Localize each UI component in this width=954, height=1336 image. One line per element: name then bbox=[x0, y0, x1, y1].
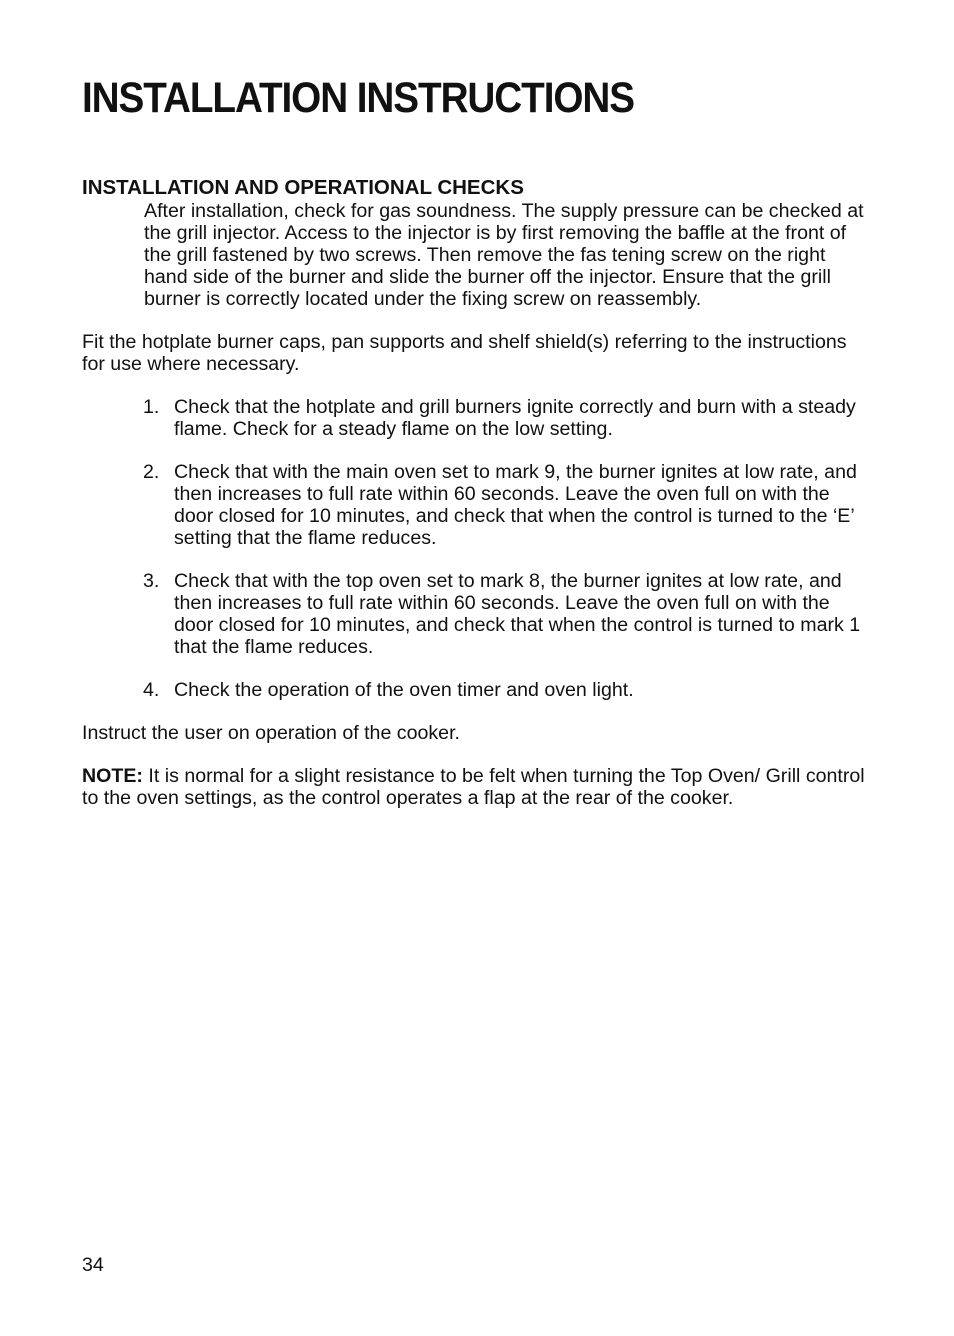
check-number: 4. bbox=[143, 679, 160, 701]
check-text: Check that the hotplate and grill burners ignite correctly and burn with a steady flame. Check for a steady flame on the low setting. bbox=[174, 396, 856, 440]
check-number: 1. bbox=[143, 396, 160, 418]
page-title: INSTALLATION INSTRUCTIONS bbox=[82, 74, 635, 122]
section-intro-paragraph: After installation, check for gas soundness. The supply pressure can be checked at the grill injector. Access to the injector is by first removing the baffle at the front of the grill fastened by two screws. Then remove the fas tening screw on the right hand side of the burner and slide the burner off the injector. Ensure that the grill burner is correctly located under the fixing screw on reassembly. bbox=[144, 200, 864, 310]
check-text: Check the operation of the oven timer and oven light. bbox=[174, 679, 634, 701]
fit-paragraph: Fit the hotplate burner caps, pan supports and shelf shield(s) referring to the instructions for use where necessary. bbox=[82, 331, 847, 375]
check-item bbox=[82, 461, 872, 549]
main-content bbox=[82, 176, 872, 809]
checks-list bbox=[82, 396, 872, 701]
check-number: 3. bbox=[143, 570, 160, 592]
check-item bbox=[82, 570, 872, 658]
check-number: 2. bbox=[143, 461, 160, 483]
check-item bbox=[82, 396, 872, 440]
note-paragraph bbox=[82, 765, 872, 809]
note-label: NOTE: bbox=[82, 765, 143, 787]
instruct-paragraph: Instruct the user on operation of the cooker. bbox=[82, 722, 460, 744]
note-text: It is normal for a slight resistance to be felt when turning the Top Oven/ Grill control to the oven settings, as the control operates a flap at the rear of the cooker. bbox=[82, 765, 865, 809]
check-text: Check that with the top oven set to mark 8, the burner ignites at low rate, and then increases to full rate within 60 seconds. Leave the oven full on with the door closed for 10 minutes, and check that when the control is turned to mark 1 that the flame reduces. bbox=[174, 570, 861, 658]
check-text: Check that with the main oven set to mark 9, the burner ignites at low rate, and then increases to full rate within 60 seconds. Leave the oven full on with the door closed for 10 minutes, and check that when the control is turned to the ‘E’ setting that the flame reduces. bbox=[174, 461, 857, 549]
check-item bbox=[82, 679, 872, 701]
section-heading: INSTALLATION AND OPERATIONAL CHECKS bbox=[82, 176, 524, 199]
page-number: 34 bbox=[82, 1254, 104, 1276]
